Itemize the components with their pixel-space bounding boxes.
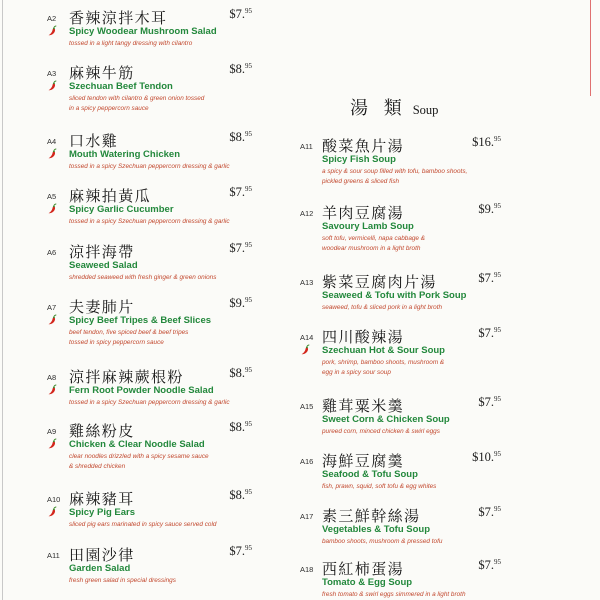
price-dollars: $7. bbox=[478, 395, 494, 409]
item-code: A5 bbox=[47, 192, 57, 201]
item-description bbox=[69, 162, 230, 172]
item-name-english: Spicy Woodear Mushroom Salad bbox=[69, 26, 217, 37]
description-line: woodear mushroom in a light broth bbox=[322, 244, 421, 252]
item-code: A18 bbox=[300, 565, 314, 574]
section-title-english: Soup bbox=[412, 103, 439, 117]
description-line: soft tofu, vermicelli, napa cabbage & bbox=[322, 235, 426, 242]
chili-pepper-icon bbox=[48, 506, 57, 517]
margin-rule bbox=[590, 0, 591, 96]
price-cents: 95 bbox=[494, 326, 501, 334]
item-code: A10 bbox=[47, 495, 61, 504]
soup-menu-column bbox=[297, 0, 501, 600]
price-dollars: $16. bbox=[472, 135, 494, 149]
price-dollars: $7. bbox=[478, 326, 494, 340]
item-name-chinese: 涼拌海帶 bbox=[69, 243, 135, 261]
price-dollars: $9. bbox=[478, 202, 494, 216]
price-dollars: $8. bbox=[229, 62, 245, 76]
price-cents: 95 bbox=[494, 450, 501, 458]
item-name-chinese: 麻辣牛筋 bbox=[69, 64, 135, 82]
item-price bbox=[229, 130, 252, 146]
description-line: shredded seaweed with fresh ginger & green onions bbox=[69, 274, 217, 281]
item-description bbox=[69, 273, 216, 283]
item-price bbox=[472, 450, 501, 466]
price-dollars: $8. bbox=[229, 130, 245, 144]
item-name-chinese: 雞絲粉皮 bbox=[69, 422, 135, 440]
item-price bbox=[229, 420, 252, 436]
item-name-english: Seaweed & Tofu with Pork Soup bbox=[322, 290, 467, 301]
price-cents: 95 bbox=[245, 366, 252, 374]
item-description bbox=[322, 167, 467, 186]
item-code: A4 bbox=[47, 137, 57, 146]
item-name-english: Spicy Fish Soup bbox=[322, 154, 396, 165]
item-name-chinese: 香辣涼拌木耳 bbox=[69, 9, 168, 27]
description-line: egg in a spicy sour soup bbox=[322, 368, 391, 376]
item-name-english: Savoury Lamb Soup bbox=[322, 221, 414, 232]
item-code: A11 bbox=[300, 142, 313, 151]
item-code: A7 bbox=[47, 303, 57, 312]
item-description bbox=[69, 39, 192, 49]
item-name-chinese: 西紅柿蛋湯 bbox=[322, 560, 405, 578]
item-name-english: Fern Root Powder Noodle Salad bbox=[69, 385, 214, 396]
item-name-english: Chicken & Clear Noodle Salad bbox=[69, 439, 205, 450]
item-name-english: Szechuan Beef Tendon bbox=[69, 81, 173, 92]
price-cents: 95 bbox=[245, 420, 252, 428]
price-dollars: $7. bbox=[229, 544, 245, 558]
description-line: seaweed, tofu & sliced pork in a light broth bbox=[322, 304, 443, 311]
item-name-chinese: 夫妻肺片 bbox=[69, 298, 135, 316]
item-code: A13 bbox=[300, 278, 314, 287]
description-line: pureed corn, minced chicken & swirl eggs bbox=[322, 428, 440, 435]
item-name-chinese: 素三鮮幹絲湯 bbox=[322, 507, 421, 525]
item-code: A3 bbox=[47, 69, 57, 78]
description-line: tossed in a spicy Szechuan peppercorn dressing & garlic bbox=[69, 399, 230, 406]
price-cents: 95 bbox=[245, 488, 252, 496]
price-dollars: $8. bbox=[229, 366, 245, 380]
section-title-chinese: 湯 類 bbox=[350, 98, 407, 119]
item-name-english: Spicy Pig Ears bbox=[69, 507, 136, 518]
item-name-chinese: 麻辣拍黃瓜 bbox=[69, 187, 152, 205]
item-code: A8 bbox=[47, 373, 57, 382]
item-name-english: Spicy Garlic Cucumber bbox=[69, 204, 174, 215]
price-dollars: $7. bbox=[229, 7, 245, 21]
item-price bbox=[478, 271, 501, 287]
item-name-chinese: 羊肉豆腐湯 bbox=[322, 204, 405, 222]
item-code: A16 bbox=[300, 457, 314, 466]
item-name-english: Spicy Beef Tripes & Beef Slices bbox=[69, 315, 212, 326]
item-price bbox=[478, 558, 501, 574]
item-description bbox=[322, 358, 444, 377]
price-cents: 95 bbox=[245, 544, 252, 552]
item-description bbox=[322, 590, 466, 600]
description-line: sliced tendon with cilantro & green onion tossed bbox=[69, 95, 205, 102]
price-dollars: $7. bbox=[229, 241, 245, 255]
item-name-chinese: 紫菜豆腐肉片湯 bbox=[322, 273, 437, 291]
item-code: A9 bbox=[47, 427, 57, 436]
chili-pepper-icon bbox=[48, 314, 57, 325]
price-dollars: $9. bbox=[229, 296, 245, 310]
item-description bbox=[69, 520, 216, 530]
left-menu-column bbox=[44, 0, 252, 600]
item-name-chinese: 酸菜魚片湯 bbox=[322, 137, 405, 155]
price-dollars: $7. bbox=[478, 271, 494, 285]
item-price bbox=[478, 505, 501, 521]
description-line: tossed in a spicy Szechuan peppercorn dressing & garlic bbox=[69, 218, 230, 225]
price-cents: 95 bbox=[494, 135, 501, 143]
item-name-english: Seafood & Tofu Soup bbox=[322, 469, 418, 480]
description-line: beef tendon, five spiced beef & beef tripes bbox=[69, 329, 189, 336]
description-line: pickled greens & sliced fish bbox=[322, 177, 400, 185]
item-name-english: Szechuan Hot & Sour Soup bbox=[322, 345, 445, 356]
item-name-chinese: 四川酸辣湯 bbox=[322, 328, 405, 346]
item-description bbox=[322, 427, 440, 437]
description-line: fresh green salad in special dressings bbox=[69, 577, 176, 584]
item-price bbox=[472, 135, 501, 151]
item-code: A17 bbox=[300, 512, 314, 521]
price-cents: 95 bbox=[494, 505, 501, 513]
item-description bbox=[322, 482, 436, 492]
price-cents: 95 bbox=[245, 130, 252, 138]
item-price bbox=[229, 366, 252, 382]
description-line: a spicy & sour soup filled with tofu, bamboo shoots, bbox=[322, 168, 468, 175]
item-name-chinese: 口水雞 bbox=[69, 132, 119, 150]
chili-pepper-icon bbox=[48, 438, 57, 449]
description-line: fish, prawn, squid, soft tofu & egg whites bbox=[322, 483, 437, 490]
item-description bbox=[69, 398, 230, 408]
page-edge-line bbox=[2, 0, 3, 600]
description-line: fresh tomato & swirl eggs simmered in a light broth bbox=[322, 591, 466, 598]
item-name-english: Mouth Watering Chicken bbox=[69, 149, 181, 160]
price-cents: 95 bbox=[494, 395, 501, 403]
item-code: A14 bbox=[300, 333, 314, 342]
item-name-english: Vegetables & Tofu Soup bbox=[322, 524, 431, 535]
chili-pepper-icon bbox=[48, 80, 57, 91]
description-line: in a spicy peppercorn sauce bbox=[69, 104, 149, 112]
item-description bbox=[69, 94, 204, 113]
item-name-chinese: 海鮮豆腐羹 bbox=[322, 452, 405, 470]
price-cents: 95 bbox=[245, 241, 252, 249]
item-code: A15 bbox=[300, 402, 314, 411]
chili-pepper-icon bbox=[48, 148, 57, 159]
item-price bbox=[478, 202, 501, 218]
description-line: sliced pig ears marinated in spicy sauce served cold bbox=[69, 521, 217, 528]
price-cents: 95 bbox=[494, 202, 501, 210]
price-dollars: $7. bbox=[229, 185, 245, 199]
price-cents: 95 bbox=[245, 7, 252, 15]
item-code: A11 bbox=[47, 551, 60, 560]
item-price bbox=[229, 544, 252, 560]
item-price bbox=[229, 241, 252, 257]
item-price bbox=[229, 488, 252, 504]
item-name-english: Garden Salad bbox=[69, 563, 131, 574]
item-description bbox=[69, 452, 209, 471]
description-line: tossed in spicy peppercorn sauce bbox=[69, 338, 164, 346]
chili-pepper-icon bbox=[48, 25, 57, 36]
description-line: clear noodles drizzled with a spicy sesame sauce bbox=[69, 453, 209, 460]
description-line: bamboo shoots, mushroom & pressed tofu bbox=[322, 538, 443, 545]
item-name-chinese: 涼拌麻辣蕨根粉 bbox=[69, 368, 184, 386]
item-description bbox=[322, 537, 442, 547]
chili-pepper-icon bbox=[48, 384, 57, 395]
item-name-english: Seaweed Salad bbox=[69, 260, 138, 271]
price-dollars: $8. bbox=[229, 420, 245, 434]
item-name-chinese: 雞茸粟米羹 bbox=[322, 397, 405, 415]
item-price bbox=[229, 7, 252, 23]
item-description bbox=[69, 217, 230, 227]
description-line: tossed in a spicy Szechuan peppercorn dressing & garlic bbox=[69, 163, 230, 170]
description-line: tossed in a light tangy dressing with cilantro bbox=[69, 40, 193, 47]
item-price bbox=[229, 296, 252, 312]
item-name-chinese: 麻辣豬耳 bbox=[69, 490, 135, 508]
price-cents: 95 bbox=[245, 62, 252, 70]
item-price bbox=[229, 185, 252, 201]
item-description bbox=[322, 303, 442, 313]
item-name-english: Tomato & Egg Soup bbox=[322, 577, 413, 588]
price-cents: 95 bbox=[245, 185, 252, 193]
chili-pepper-icon bbox=[301, 344, 310, 355]
price-cents: 95 bbox=[494, 558, 501, 566]
item-description bbox=[322, 234, 425, 253]
item-name-chinese: 田園沙律 bbox=[69, 546, 135, 564]
item-description bbox=[69, 576, 176, 586]
price-dollars: $7. bbox=[478, 558, 494, 572]
price-cents: 95 bbox=[494, 271, 501, 279]
item-code: A2 bbox=[47, 14, 57, 23]
price-dollars: $7. bbox=[478, 505, 494, 519]
item-code: A6 bbox=[47, 248, 57, 257]
item-price bbox=[478, 395, 501, 411]
price-dollars: $10. bbox=[472, 450, 494, 464]
item-code: A12 bbox=[300, 209, 314, 218]
price-cents: 95 bbox=[245, 296, 252, 304]
item-description bbox=[69, 328, 188, 347]
chili-pepper-icon bbox=[48, 203, 57, 214]
price-dollars: $8. bbox=[229, 488, 245, 502]
item-name-english: Sweet Corn & Chicken Soup bbox=[322, 414, 450, 425]
description-line: pork, shrimp, bamboo shoots, mushroom & bbox=[322, 359, 445, 366]
item-price bbox=[478, 326, 501, 342]
item-price bbox=[229, 62, 252, 78]
description-line: & shredded chicken bbox=[69, 462, 126, 470]
